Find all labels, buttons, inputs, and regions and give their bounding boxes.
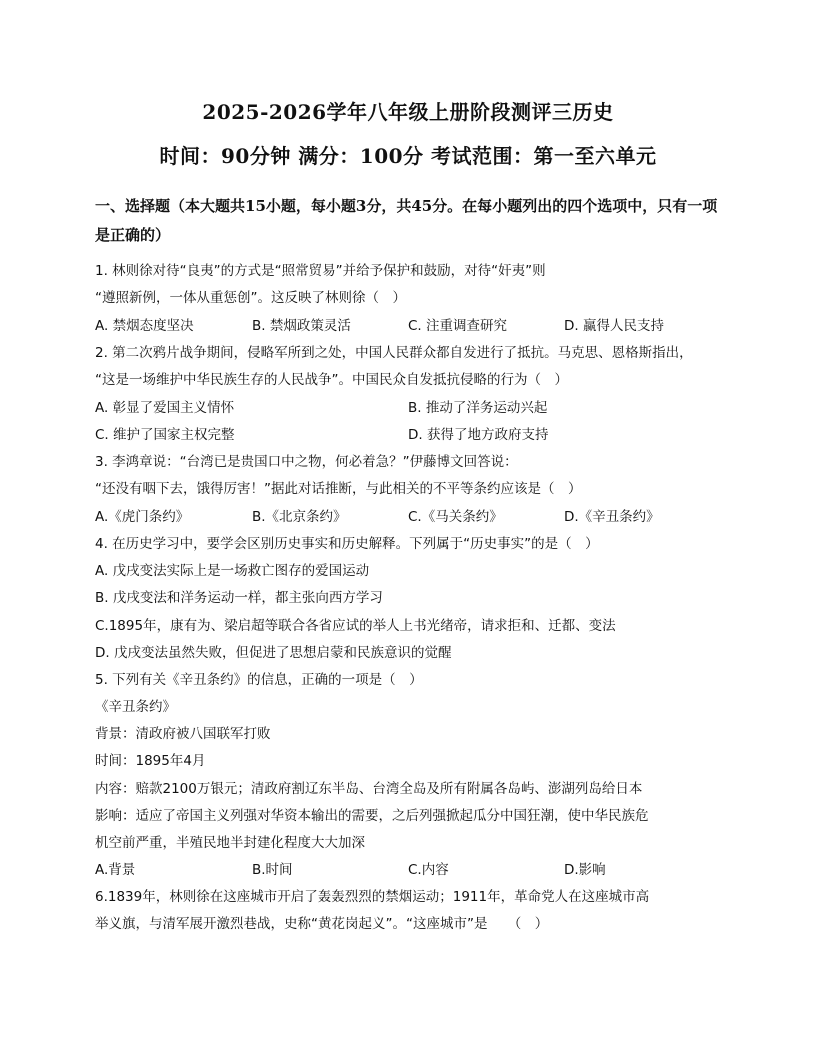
- q2-option-a: A. 彰显了爱国主义情怀: [95, 400, 235, 416]
- q2-option-b: B. 推动了洋务运动兴起: [408, 400, 548, 416]
- q5-option-d: D.影响: [564, 862, 606, 878]
- q3-option-d: D.《辛丑条约》: [564, 509, 660, 525]
- q3-option-b: B.《北京条约》: [252, 509, 347, 525]
- q4-stem-line1: 4. 在历史学习中，要学会区别历史事实和历史解释。下列属于“历史事实”的是（ ）: [95, 536, 599, 552]
- q4-option-b: B. 戊戌变法和洋务运动一样，都主张向西方学习: [95, 590, 383, 606]
- q5-option-a: A.背景: [95, 862, 136, 878]
- q5-card-time: 时间：1895年4月: [95, 753, 206, 769]
- q2-option-c: C. 维护了国家主权完整: [95, 427, 235, 443]
- q6-stem-line1: 6.1839年，林则徐在这座城市开启了轰轰烈烈的禁烟运动；1911年，革命党人在这座城市高: [95, 889, 650, 905]
- q5-option-b: B.时间: [252, 862, 293, 878]
- q5-card-impact-line2: 机空前严重，半殖民地半封建化程度大大加深: [95, 835, 365, 851]
- q3-option-a: A.《虎门条约》: [95, 509, 190, 525]
- q5-card-title: 《辛丑条约》: [95, 699, 176, 715]
- q5-card-content: 内容：赔款2100万银元；清政府割辽东半岛、台湾全岛及所有附属各岛屿、澎湖列岛给日本: [95, 781, 643, 797]
- q5-card-background: 背景：清政府被八国联军打败: [95, 726, 271, 742]
- q2-stem-line2: “这是一场维护中华民族生存的人民战争”。中国民众自发抵抗侵略的行为（ ）: [95, 372, 568, 388]
- q1-option-a: A. 禁烟态度坚决: [95, 318, 194, 334]
- q3-stem-line1: 3. 李鸿章说：“台湾已是贵国口中之物，何必着急？”伊藤博文回答说：: [95, 454, 518, 470]
- exam-title: 2025-2026学年八年级上册阶段测评三历史: [202, 100, 614, 124]
- q5-card-impact-line1: 影响：适应了帝国主义列强对华资本输出的需要，之后列强掀起瓜分中国狂潮，使中华民族危: [95, 808, 649, 824]
- q3-option-c: C.《马关条约》: [408, 509, 503, 525]
- q5-stem-line1: 5. 下列有关《辛丑条约》的信息，正确的一项是（ ）: [95, 672, 423, 688]
- exam-subtitle: 时间：90分钟 满分：100分 考试范围：第一至六单元: [159, 144, 657, 168]
- q4-option-a: A. 戊戌变法实际上是一场救亡图存的爱国运动: [95, 563, 370, 579]
- q4-option-c: C.1895年，康有为、梁启超等联合各省应试的举人上书光绪帝，请求拒和、迁都、变法: [95, 618, 616, 634]
- q6-stem-line2: 举义旗，与清军展开激烈巷战，史称“黄花岗起义”。“这座城市”是 （ ）: [95, 916, 549, 932]
- q2-option-d: D. 获得了地方政府支持: [408, 427, 549, 443]
- section-heading: 一、选择题（本大题共15小题，每小题3分，共45分。在每小题列出的四个选项中，只有一项是正确的）: [95, 197, 718, 244]
- q2-stem-line1: 2. 第二次鸦片战争期间，侵略军所到之处，中国人民群众都自发进行了抵抗。马克思、恩格斯指出，: [95, 345, 693, 361]
- q5-option-c: C.内容: [408, 862, 449, 878]
- q1-option-d: D. 赢得人民支持: [564, 318, 664, 334]
- q4-option-d: D. 戊戌变法虽然失败，但促进了思想启蒙和民族意识的觉醒: [95, 645, 452, 661]
- q1-stem-line2: “遵照新例，一体从重惩创”。这反映了林则徐（ ）: [95, 290, 406, 306]
- q1-option-b: B. 禁烟政策灵活: [252, 318, 351, 334]
- q1-option-c: C. 注重调查研究: [408, 318, 508, 334]
- q3-stem-line2: “还没有咽下去，饿得厉害！”据此对话推断，与此相关的不平等条约应该是（ ）: [95, 481, 582, 497]
- q1-stem-line1: 1. 林则徐对待“良夷”的方式是“照常贸易”并给予保护和鼓励，对待“奸夷”则: [95, 263, 546, 279]
